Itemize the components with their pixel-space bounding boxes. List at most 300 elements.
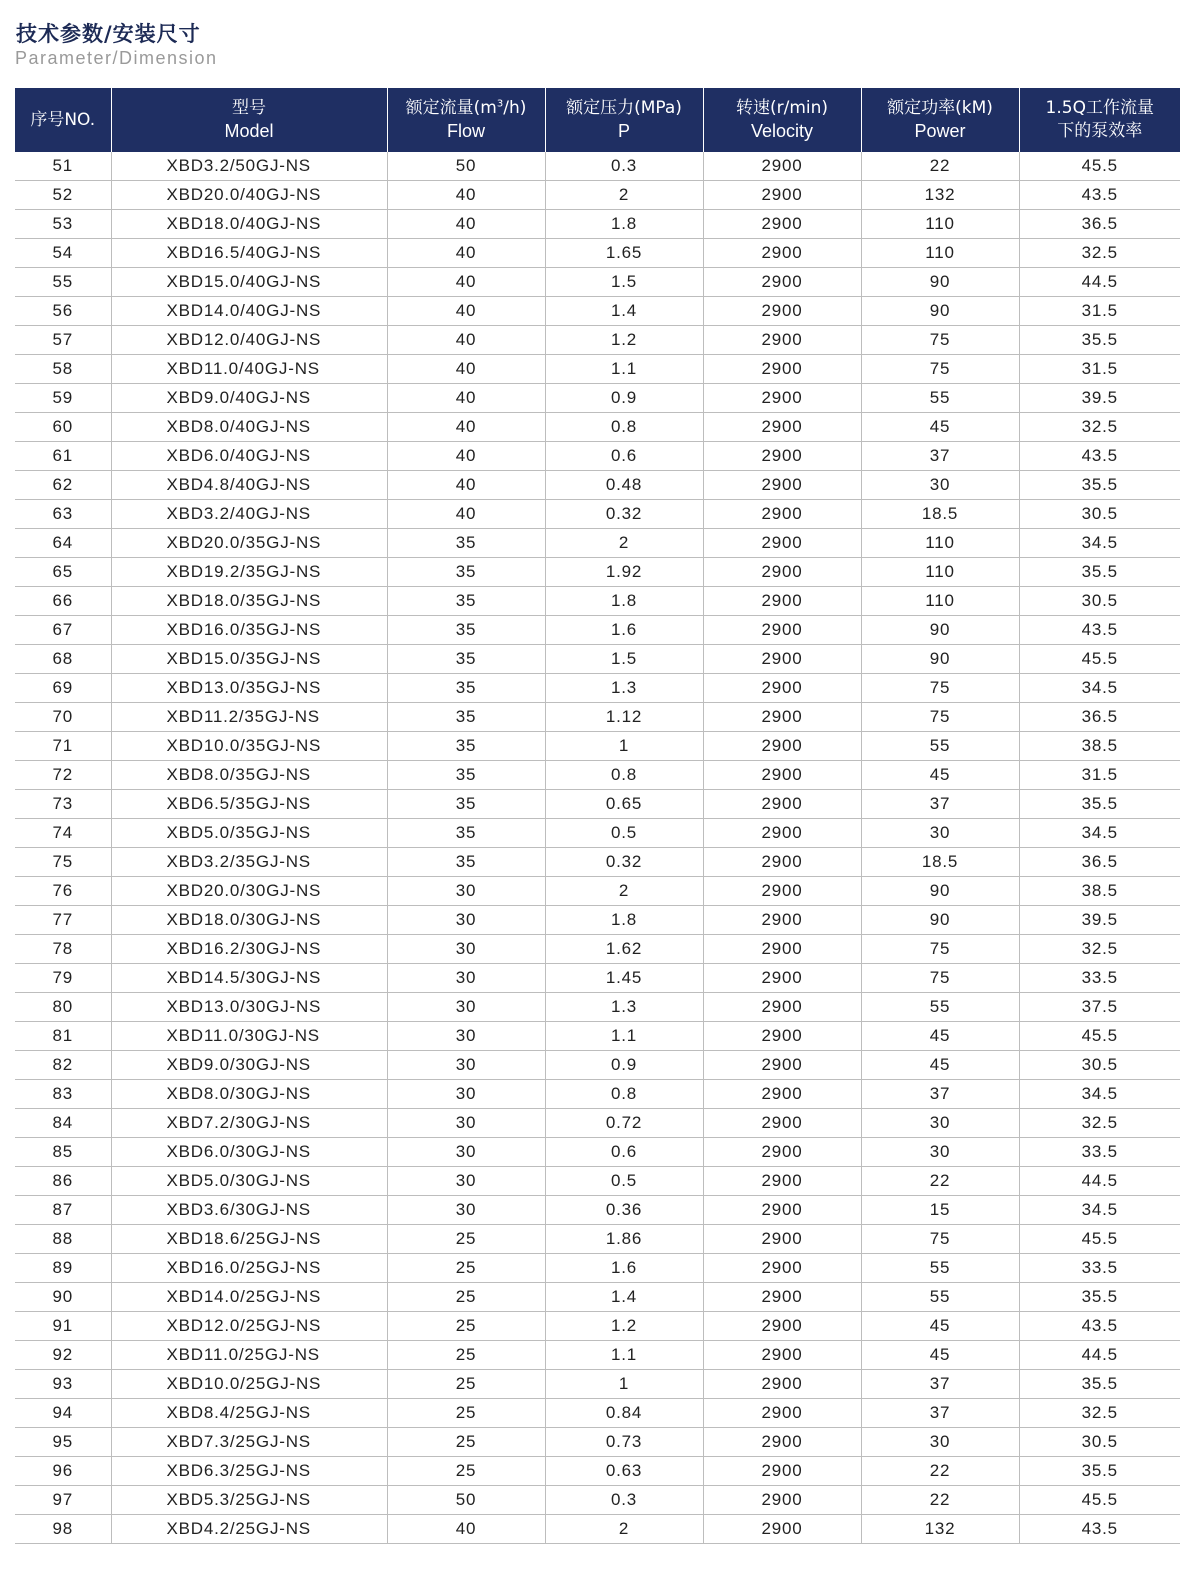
table-row (15, 877, 1180, 906)
cell-velocity: 2900 (703, 616, 861, 645)
cell-velocity: 2900 (703, 645, 861, 674)
cell-efficiency: 45.5 (1019, 152, 1180, 181)
header-efficiency-line2: 下的泵效率 (1057, 121, 1143, 141)
cell-flow: 35 (387, 674, 545, 703)
cell-no: 87 (15, 1196, 111, 1225)
header-velocity-en: Velocity (750, 121, 814, 141)
cell-power: 37 (861, 790, 1019, 819)
cell-power: 22 (861, 152, 1019, 181)
table-row (15, 790, 1180, 819)
cell-flow: 40 (387, 210, 545, 239)
cell-model: XBD11.0/30GJ-NS (111, 1022, 387, 1051)
table-body (15, 152, 1180, 1544)
cell-velocity: 2900 (703, 355, 861, 384)
cell-velocity: 2900 (703, 268, 861, 297)
cell-no: 63 (15, 500, 111, 529)
table-row (15, 1080, 1180, 1109)
cell-model: XBD8.4/25GJ-NS (111, 1399, 387, 1428)
cell-pressure: 1.1 (545, 1341, 703, 1370)
cell-model: XBD12.0/25GJ-NS (111, 1312, 387, 1341)
cell-efficiency: 37.5 (1019, 993, 1180, 1022)
cell-flow: 30 (387, 1138, 545, 1167)
cell-power: 22 (861, 1167, 1019, 1196)
cell-efficiency: 35.5 (1019, 790, 1180, 819)
header-no (15, 88, 111, 152)
cell-pressure: 0.84 (545, 1399, 703, 1428)
cell-efficiency: 38.5 (1019, 877, 1180, 906)
cell-model: XBD8.0/40GJ-NS (111, 413, 387, 442)
cell-no: 93 (15, 1370, 111, 1399)
cell-pressure: 0.6 (545, 1138, 703, 1167)
cell-model: XBD18.0/40GJ-NS (111, 210, 387, 239)
cell-pressure: 0.72 (545, 1109, 703, 1138)
cell-pressure: 0.5 (545, 819, 703, 848)
header-flow-en: Flow (446, 121, 485, 141)
cell-flow: 30 (387, 906, 545, 935)
cell-model: XBD19.2/35GJ-NS (111, 558, 387, 587)
cell-velocity: 2900 (703, 819, 861, 848)
cell-efficiency: 32.5 (1019, 239, 1180, 268)
cell-pressure: 1 (545, 732, 703, 761)
cell-no: 68 (15, 645, 111, 674)
cell-flow: 40 (387, 297, 545, 326)
table-row (15, 703, 1180, 732)
cell-no: 91 (15, 1312, 111, 1341)
cell-model: XBD3.2/35GJ-NS (111, 848, 387, 877)
cell-pressure: 0.48 (545, 471, 703, 500)
table-row (15, 1283, 1180, 1312)
header-flow-cn-tail: /h) (503, 98, 527, 118)
cell-no: 90 (15, 1283, 111, 1312)
cell-power: 37 (861, 1080, 1019, 1109)
cell-pressure: 2 (545, 877, 703, 906)
cell-pressure: 1.6 (545, 616, 703, 645)
cell-efficiency: 34.5 (1019, 819, 1180, 848)
cell-efficiency: 33.5 (1019, 1254, 1180, 1283)
cell-no: 61 (15, 442, 111, 471)
cell-no: 57 (15, 326, 111, 355)
cell-no: 52 (15, 181, 111, 210)
header-no-label: 序号NO. (30, 109, 96, 130)
cell-no: 64 (15, 529, 111, 558)
cell-power: 45 (861, 1022, 1019, 1051)
cell-power: 45 (861, 1341, 1019, 1370)
cell-flow: 50 (387, 152, 545, 181)
cell-no: 85 (15, 1138, 111, 1167)
cell-model: XBD11.2/35GJ-NS (111, 703, 387, 732)
cell-velocity: 2900 (703, 587, 861, 616)
cell-no: 70 (15, 703, 111, 732)
cell-power: 45 (861, 413, 1019, 442)
cell-no: 78 (15, 935, 111, 964)
cell-velocity: 2900 (703, 384, 861, 413)
table-row (15, 848, 1180, 877)
cell-no: 69 (15, 674, 111, 703)
cell-flow: 35 (387, 587, 545, 616)
cell-efficiency: 36.5 (1019, 703, 1180, 732)
cell-model: XBD20.0/30GJ-NS (111, 877, 387, 906)
cell-no: 51 (15, 152, 111, 181)
table-row (15, 210, 1180, 239)
header-velocity-cn: 转速(r/min) (735, 98, 829, 118)
cell-pressure: 0.9 (545, 384, 703, 413)
cell-power: 45 (861, 761, 1019, 790)
cell-no: 54 (15, 239, 111, 268)
header-model-en: Model (224, 121, 274, 141)
cell-power: 75 (861, 355, 1019, 384)
cell-power: 90 (861, 877, 1019, 906)
cell-velocity: 2900 (703, 413, 861, 442)
cell-efficiency: 34.5 (1019, 1196, 1180, 1225)
cell-no: 82 (15, 1051, 111, 1080)
cell-power: 30 (861, 819, 1019, 848)
cell-velocity: 2900 (703, 500, 861, 529)
table-row (15, 326, 1180, 355)
cell-efficiency: 31.5 (1019, 761, 1180, 790)
cell-efficiency: 34.5 (1019, 529, 1180, 558)
cell-velocity: 2900 (703, 1486, 861, 1515)
cell-efficiency: 43.5 (1019, 181, 1180, 210)
cell-pressure: 0.8 (545, 1080, 703, 1109)
cell-power: 75 (861, 964, 1019, 993)
cell-efficiency: 44.5 (1019, 1167, 1180, 1196)
cell-no: 66 (15, 587, 111, 616)
table-row (15, 645, 1180, 674)
table-row (15, 1399, 1180, 1428)
header-model-cn: 型号 (232, 98, 266, 118)
header-flow (387, 88, 545, 152)
cell-model: XBD14.0/25GJ-NS (111, 1283, 387, 1312)
cell-power: 110 (861, 587, 1019, 616)
cell-velocity: 2900 (703, 1167, 861, 1196)
table-row (15, 413, 1180, 442)
cell-no: 74 (15, 819, 111, 848)
cell-no: 60 (15, 413, 111, 442)
cell-flow: 35 (387, 558, 545, 587)
table-row (15, 239, 1180, 268)
cell-pressure: 1.3 (545, 993, 703, 1022)
cell-model: XBD11.0/25GJ-NS (111, 1341, 387, 1370)
cell-flow: 35 (387, 819, 545, 848)
table-row (15, 819, 1180, 848)
cell-flow: 40 (387, 384, 545, 413)
cell-flow: 35 (387, 616, 545, 645)
cell-efficiency: 35.5 (1019, 558, 1180, 587)
cell-model: XBD5.3/25GJ-NS (111, 1486, 387, 1515)
table-header-row (15, 88, 1180, 152)
cell-efficiency: 33.5 (1019, 964, 1180, 993)
cell-no: 81 (15, 1022, 111, 1051)
cell-power: 22 (861, 1486, 1019, 1515)
table-row (15, 558, 1180, 587)
cell-flow: 40 (387, 326, 545, 355)
cell-power: 22 (861, 1457, 1019, 1486)
cell-efficiency: 34.5 (1019, 674, 1180, 703)
cell-flow: 30 (387, 1196, 545, 1225)
cell-pressure: 1.4 (545, 1283, 703, 1312)
cell-velocity: 2900 (703, 558, 861, 587)
cell-velocity: 2900 (703, 935, 861, 964)
cell-no: 95 (15, 1428, 111, 1457)
cell-power: 37 (861, 1370, 1019, 1399)
cell-pressure: 1.12 (545, 703, 703, 732)
cell-pressure: 1.3 (545, 674, 703, 703)
cell-flow: 25 (387, 1399, 545, 1428)
page-title: 技术参数/安装尺寸 (16, 22, 201, 46)
cell-power: 18.5 (861, 848, 1019, 877)
header-efficiency-line1: 1.5Q工作流量 (1045, 98, 1154, 118)
cell-no: 92 (15, 1341, 111, 1370)
cell-no: 71 (15, 732, 111, 761)
parameter-table (15, 88, 1180, 1544)
cell-model: XBD7.2/30GJ-NS (111, 1109, 387, 1138)
header-flow-cn-head: 额定流量(m (405, 98, 497, 118)
cell-velocity: 2900 (703, 1428, 861, 1457)
cell-efficiency: 30.5 (1019, 1428, 1180, 1457)
cell-model: XBD15.0/40GJ-NS (111, 268, 387, 297)
cell-velocity: 2900 (703, 210, 861, 239)
cell-efficiency: 31.5 (1019, 297, 1180, 326)
table-row (15, 1486, 1180, 1515)
cell-velocity: 2900 (703, 297, 861, 326)
cell-pressure: 0.73 (545, 1428, 703, 1457)
cell-velocity: 2900 (703, 993, 861, 1022)
cell-power: 45 (861, 1312, 1019, 1341)
cell-power: 45 (861, 1051, 1019, 1080)
cell-model: XBD5.0/35GJ-NS (111, 819, 387, 848)
cell-velocity: 2900 (703, 1109, 861, 1138)
cell-velocity: 2900 (703, 1225, 861, 1254)
cell-velocity: 2900 (703, 1283, 861, 1312)
cell-flow: 25 (387, 1225, 545, 1254)
cell-efficiency: 35.5 (1019, 1370, 1180, 1399)
table-row (15, 384, 1180, 413)
cell-efficiency: 45.5 (1019, 1022, 1180, 1051)
cell-efficiency: 45.5 (1019, 1225, 1180, 1254)
table-row (15, 1225, 1180, 1254)
cell-velocity: 2900 (703, 761, 861, 790)
table-row (15, 152, 1180, 181)
cell-velocity: 2900 (703, 674, 861, 703)
cell-flow: 30 (387, 964, 545, 993)
cell-flow: 25 (387, 1254, 545, 1283)
table-row (15, 674, 1180, 703)
table-row (15, 529, 1180, 558)
cell-power: 15 (861, 1196, 1019, 1225)
cell-pressure: 0.36 (545, 1196, 703, 1225)
cell-no: 79 (15, 964, 111, 993)
cell-velocity: 2900 (703, 848, 861, 877)
table-row (15, 1457, 1180, 1486)
cell-pressure: 0.65 (545, 790, 703, 819)
table-row (15, 964, 1180, 993)
cell-model: XBD3.6/30GJ-NS (111, 1196, 387, 1225)
cell-no: 75 (15, 848, 111, 877)
cell-velocity: 2900 (703, 239, 861, 268)
table-row (15, 471, 1180, 500)
cell-model: XBD20.0/40GJ-NS (111, 181, 387, 210)
page-subtitle: Parameter/Dimension (15, 48, 218, 68)
table-row (15, 1370, 1180, 1399)
cell-efficiency: 39.5 (1019, 384, 1180, 413)
cell-no: 76 (15, 877, 111, 906)
cell-model: XBD10.0/25GJ-NS (111, 1370, 387, 1399)
cell-model: XBD11.0/40GJ-NS (111, 355, 387, 384)
cell-no: 56 (15, 297, 111, 326)
cell-model: XBD6.5/35GJ-NS (111, 790, 387, 819)
cell-power: 110 (861, 529, 1019, 558)
cell-no: 97 (15, 1486, 111, 1515)
cell-efficiency: 45.5 (1019, 645, 1180, 674)
cell-velocity: 2900 (703, 1022, 861, 1051)
cell-model: XBD16.0/35GJ-NS (111, 616, 387, 645)
cell-power: 75 (861, 935, 1019, 964)
cell-no: 55 (15, 268, 111, 297)
table-row (15, 1138, 1180, 1167)
cell-flow: 25 (387, 1370, 545, 1399)
table-row (15, 297, 1180, 326)
cell-flow: 35 (387, 761, 545, 790)
cell-pressure: 1.2 (545, 1312, 703, 1341)
cell-power: 30 (861, 1138, 1019, 1167)
cell-velocity: 2900 (703, 181, 861, 210)
cell-efficiency: 33.5 (1019, 1138, 1180, 1167)
cell-efficiency: 30.5 (1019, 1051, 1180, 1080)
cell-no: 80 (15, 993, 111, 1022)
cell-flow: 40 (387, 413, 545, 442)
cell-model: XBD18.0/35GJ-NS (111, 587, 387, 616)
cell-velocity: 2900 (703, 964, 861, 993)
cell-velocity: 2900 (703, 1457, 861, 1486)
cell-flow: 35 (387, 732, 545, 761)
cell-efficiency: 31.5 (1019, 355, 1180, 384)
cell-pressure: 1.92 (545, 558, 703, 587)
cell-efficiency: 30.5 (1019, 587, 1180, 616)
cell-power: 90 (861, 906, 1019, 935)
cell-model: XBD9.0/30GJ-NS (111, 1051, 387, 1080)
cell-flow: 40 (387, 471, 545, 500)
cell-model: XBD4.8/40GJ-NS (111, 471, 387, 500)
table-row (15, 442, 1180, 471)
cell-flow: 30 (387, 1167, 545, 1196)
cell-pressure: 1.8 (545, 587, 703, 616)
header-efficiency (1019, 88, 1180, 152)
cell-efficiency: 44.5 (1019, 1341, 1180, 1370)
cell-flow: 40 (387, 500, 545, 529)
cell-power: 90 (861, 616, 1019, 645)
cell-no: 67 (15, 616, 111, 645)
cell-model: XBD13.0/30GJ-NS (111, 993, 387, 1022)
cell-velocity: 2900 (703, 703, 861, 732)
cell-pressure: 0.5 (545, 1167, 703, 1196)
cell-flow: 30 (387, 1109, 545, 1138)
cell-model: XBD10.0/35GJ-NS (111, 732, 387, 761)
cell-power: 90 (861, 297, 1019, 326)
table-row (15, 587, 1180, 616)
cell-no: 98 (15, 1515, 111, 1544)
cell-power: 55 (861, 993, 1019, 1022)
table-row (15, 906, 1180, 935)
cell-power: 90 (861, 645, 1019, 674)
cell-no: 83 (15, 1080, 111, 1109)
cell-no: 89 (15, 1254, 111, 1283)
cell-model: XBD15.0/35GJ-NS (111, 645, 387, 674)
cell-pressure: 1.86 (545, 1225, 703, 1254)
cell-flow: 25 (387, 1283, 545, 1312)
cell-model: XBD8.0/35GJ-NS (111, 761, 387, 790)
cell-flow: 25 (387, 1341, 545, 1370)
header-flow-sup: 3 (496, 98, 504, 110)
cell-velocity: 2900 (703, 790, 861, 819)
cell-velocity: 2900 (703, 1051, 861, 1080)
cell-model: XBD7.3/25GJ-NS (111, 1428, 387, 1457)
cell-no: 62 (15, 471, 111, 500)
cell-pressure: 0.32 (545, 848, 703, 877)
cell-pressure: 1.2 (545, 326, 703, 355)
table-row (15, 1022, 1180, 1051)
cell-velocity: 2900 (703, 1196, 861, 1225)
cell-flow: 40 (387, 442, 545, 471)
cell-efficiency: 43.5 (1019, 1515, 1180, 1544)
cell-pressure: 1.4 (545, 297, 703, 326)
cell-power: 132 (861, 1515, 1019, 1544)
table-row (15, 761, 1180, 790)
cell-efficiency: 35.5 (1019, 471, 1180, 500)
table-row (15, 935, 1180, 964)
cell-model: XBD6.0/40GJ-NS (111, 442, 387, 471)
cell-power: 90 (861, 268, 1019, 297)
cell-model: XBD12.0/40GJ-NS (111, 326, 387, 355)
cell-velocity: 2900 (703, 1399, 861, 1428)
cell-model: XBD20.0/35GJ-NS (111, 529, 387, 558)
cell-power: 55 (861, 1283, 1019, 1312)
cell-model: XBD16.2/30GJ-NS (111, 935, 387, 964)
cell-efficiency: 36.5 (1019, 848, 1180, 877)
cell-velocity: 2900 (703, 152, 861, 181)
cell-efficiency: 43.5 (1019, 616, 1180, 645)
cell-model: XBD6.3/25GJ-NS (111, 1457, 387, 1486)
cell-flow: 40 (387, 181, 545, 210)
cell-flow: 25 (387, 1428, 545, 1457)
cell-power: 132 (861, 181, 1019, 210)
cell-model: XBD8.0/30GJ-NS (111, 1080, 387, 1109)
cell-pressure: 1.5 (545, 645, 703, 674)
cell-no: 77 (15, 906, 111, 935)
cell-pressure: 1.8 (545, 906, 703, 935)
cell-no: 59 (15, 384, 111, 413)
header-flow-cn (388, 97, 545, 120)
cell-pressure: 1 (545, 1370, 703, 1399)
cell-pressure: 2 (545, 181, 703, 210)
table-row (15, 1167, 1180, 1196)
cell-flow: 30 (387, 1022, 545, 1051)
cell-flow: 40 (387, 239, 545, 268)
header-pressure (545, 88, 703, 152)
cell-velocity: 2900 (703, 1370, 861, 1399)
cell-velocity: 2900 (703, 1080, 861, 1109)
table-row (15, 181, 1180, 210)
cell-model: XBD5.0/30GJ-NS (111, 1167, 387, 1196)
table-row (15, 355, 1180, 384)
cell-power: 75 (861, 326, 1019, 355)
table-row (15, 1515, 1180, 1544)
header-power-en: Power (914, 121, 966, 141)
cell-flow: 30 (387, 993, 545, 1022)
cell-no: 53 (15, 210, 111, 239)
cell-flow: 35 (387, 645, 545, 674)
cell-power: 110 (861, 558, 1019, 587)
cell-velocity: 2900 (703, 442, 861, 471)
